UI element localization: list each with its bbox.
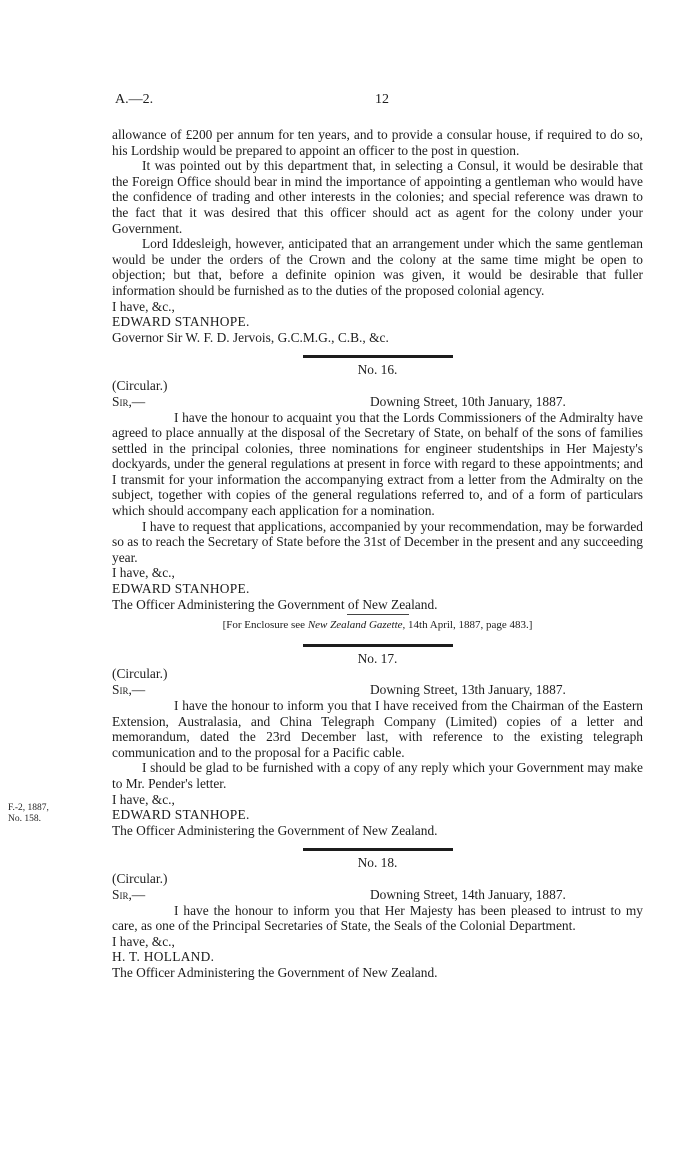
letter-date: Downing Street, 13th January, 1887. xyxy=(370,682,566,697)
circular-label: (Circular.) xyxy=(112,870,168,886)
margin-reference-line: F.-2, 1887, xyxy=(8,803,49,813)
page-number: 12 xyxy=(375,92,389,107)
margin-reference xyxy=(8,803,68,825)
letter-no-18 xyxy=(112,855,643,980)
margin-reference-line: No. 158. xyxy=(8,814,41,824)
letter-date: Downing Street, 14th January, 1887. xyxy=(370,886,566,902)
addressee: Governor Sir W. F. D. Jervois, G.C.M.G., C.B., &c. xyxy=(112,329,389,345)
addressee: The Officer Administering the Government of New Zealand. xyxy=(112,596,438,612)
section-divider xyxy=(303,848,453,851)
closing: I have, &c., xyxy=(112,565,175,581)
enclosure-text: 14th April, 1887, page 483.] xyxy=(405,619,533,632)
letter-no-17 xyxy=(112,651,643,839)
salutation: Sir,— xyxy=(112,682,146,697)
letter-continuation xyxy=(112,127,643,981)
closing: I have, &c., xyxy=(112,298,175,314)
enclosure-publication: New Zealand Gazette, xyxy=(307,619,406,632)
paragraph: It was pointed out by this department that, in selecting a Consul, it would be desirable that the Foreign Office should bear in mind the importance of appointing a gentleman who would have the confidence of trading and other interests in the colonies; and special reference was drawn to the fact that it was desired that this officer should act as agent for the colony under your Government. xyxy=(112,158,643,236)
addressee: The Officer Administering the Government of New Zealand. xyxy=(112,964,438,980)
enclosure-text: [For Enclosure see xyxy=(222,619,308,632)
paragraph: I have the honour to inform you that Her Majesty has been pleased to intrust to my care, as one of the Principal Secretaries of State, the Seals of the Colonial Department. xyxy=(112,902,643,934)
letter-heading: No. 16. xyxy=(357,362,398,378)
letter-no-16 xyxy=(112,362,643,634)
page-header xyxy=(115,92,643,110)
paragraph: I have the honour to inform you that I have received from the Chairman of the Eastern Extension, Australasia, and China Telegraph Company (Limited) copies of a letter and memorandum, dated the 23rd December last, with reference to the existing telegraph communication and to the proposal for a Pacific cable. xyxy=(112,698,643,760)
document-reference: A.—2. xyxy=(115,92,154,107)
circular-label: (Circular.) xyxy=(112,377,168,393)
paragraph: I have the honour to acquaint you that the Lords Commissioners of the Admiralty have agreed to place annually at the disposal of the Secretary of State, on behalf of the sons of families settled in the principal colonies, three nominations for engineer studentships in Her Majesty's dockyards, under the general regulations at present in force with regard to these appointments; and I transmit for your information the accompanying extract from a letter from the Admiralty on the subject, together with copies of the general regulations referred to, and of a form of particulars which should accompany each application for a nomination. xyxy=(112,409,643,519)
addressee: The Officer Administering the Government of New Zealand. xyxy=(112,822,438,838)
salutation-line xyxy=(112,682,643,698)
paragraph: allowance of £200 per annum for ten years, and to provide a consular house, if required to do so, his Lordship would be prepared to appoint an officer to the post in question. xyxy=(112,127,643,158)
salutation: Sir,— xyxy=(112,886,146,902)
letter-heading: No. 18. xyxy=(357,855,398,871)
signature: H. T. HOLLAND. xyxy=(112,949,215,965)
salutation-line xyxy=(112,887,643,903)
short-divider xyxy=(347,614,409,615)
letter-date: Downing Street, 10th January, 1887. xyxy=(370,393,566,409)
section-divider xyxy=(303,644,453,647)
closing: I have, &c., xyxy=(112,933,175,949)
signature: EDWARD STANHOPE. xyxy=(112,807,250,823)
salutation-line xyxy=(112,394,643,410)
enclosure-note xyxy=(112,618,643,634)
section-divider xyxy=(303,355,453,358)
paragraph: I should be glad to be furnished with a copy of any reply which your Government may make to Mr. Pender's letter. xyxy=(112,760,643,791)
signature: EDWARD STANHOPE. xyxy=(112,314,250,330)
letter-heading: No. 17. xyxy=(357,650,398,666)
salutation: Sir,— xyxy=(112,393,146,409)
paragraph: I have to request that applications, accompanied by your recommendation, may be forwarded so as to reach the Secretary of State before the 31st of December in the present and any succeeding year. xyxy=(112,518,643,565)
circular-label: (Circular.) xyxy=(112,666,168,682)
closing: I have, &c., xyxy=(112,791,175,807)
paragraph: Lord Iddesleigh, however, anticipated that an arrangement under which the same gentleman would be under the orders of the Crown and the colony at the same time might be open to objection; but that, before a definite opinion was given, it would be desirable that fuller information should be furnished as to the duties of the proposed colonial agency. xyxy=(112,236,643,298)
signature: EDWARD STANHOPE. xyxy=(112,581,250,597)
